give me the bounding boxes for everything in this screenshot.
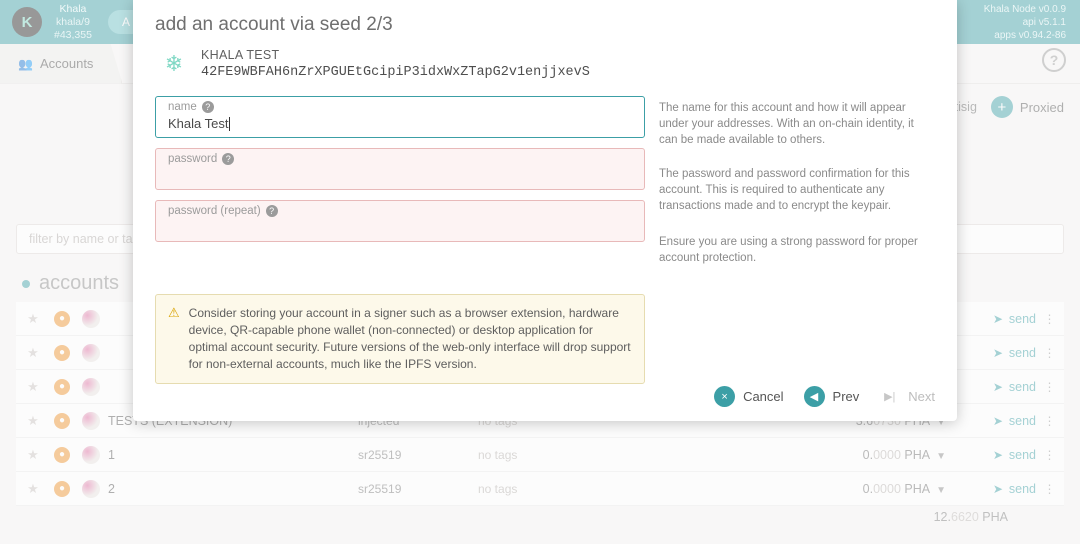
cancel-button[interactable] [714, 386, 783, 407]
help-icon[interactable]: ? [222, 153, 234, 165]
form-fields [155, 96, 645, 284]
close-glyph: × [721, 390, 728, 403]
identicon: ❄ [164, 51, 184, 76]
next-label: Next [908, 389, 935, 404]
prev-glyph: ◀ [809, 391, 819, 403]
modal-form [133, 80, 957, 284]
password-repeat-label-text: password (repeat) [168, 205, 261, 217]
password-field-label [168, 153, 632, 165]
seed-account-header [133, 46, 957, 80]
modal-title: add an account via seed 2/3 [155, 14, 393, 35]
name-field-value [168, 116, 632, 131]
name-input-text: Khala Test [168, 116, 229, 131]
next-glyph: ▶| [884, 391, 896, 403]
prev-button[interactable] [804, 386, 860, 407]
password-label-text: password [168, 153, 218, 165]
arrow-left-icon [804, 386, 825, 407]
name-field-label [168, 101, 632, 113]
next-button[interactable] [879, 386, 935, 407]
seed-account-address: 42FE9WBFAH6nZrXPGUEtGcipiP3idxWxZTapG2v1enjjxevS [201, 65, 590, 80]
name-help-text: The name for this account and how it will appear under your addresses. With an on-chain identity, it can be made available to others. [659, 102, 914, 146]
help-icon[interactable]: ? [266, 205, 278, 217]
text-cursor [229, 117, 230, 131]
modal-actions [714, 386, 935, 407]
form-help-column [659, 96, 931, 284]
warning-icon: ⚠ [168, 305, 180, 320]
password-repeat-field-label [168, 205, 632, 217]
password-field[interactable] [155, 148, 645, 190]
storage-warning [155, 294, 645, 384]
password-strength-help-text: Ensure you are using a strong password for proper account protection. [659, 236, 918, 264]
arrow-right-icon [879, 386, 900, 407]
cancel-label: Cancel [743, 389, 784, 404]
name-field[interactable] [155, 96, 645, 138]
close-icon [714, 386, 735, 407]
help-icon[interactable]: ? [202, 101, 214, 113]
name-label-text: name [168, 101, 197, 113]
seed-account-name: KHALA TEST [201, 48, 280, 62]
add-account-modal [133, 0, 957, 421]
password-repeat-field[interactable] [155, 200, 645, 242]
storage-warning-text: Consider storing your account in a signer such as a browser extension, hardware device, QR-capable phone wallet (non-connected) or desktop application for optimal account security. Future versions of the web-only interface will drop support for non-external accounts, much like the IPFS version. [188, 306, 631, 371]
prev-label: Prev [832, 389, 860, 404]
password-help-text: The password and password confirmation for this account. This is required to authenticate any transactions made and to encrypt the keypair. [659, 168, 910, 212]
